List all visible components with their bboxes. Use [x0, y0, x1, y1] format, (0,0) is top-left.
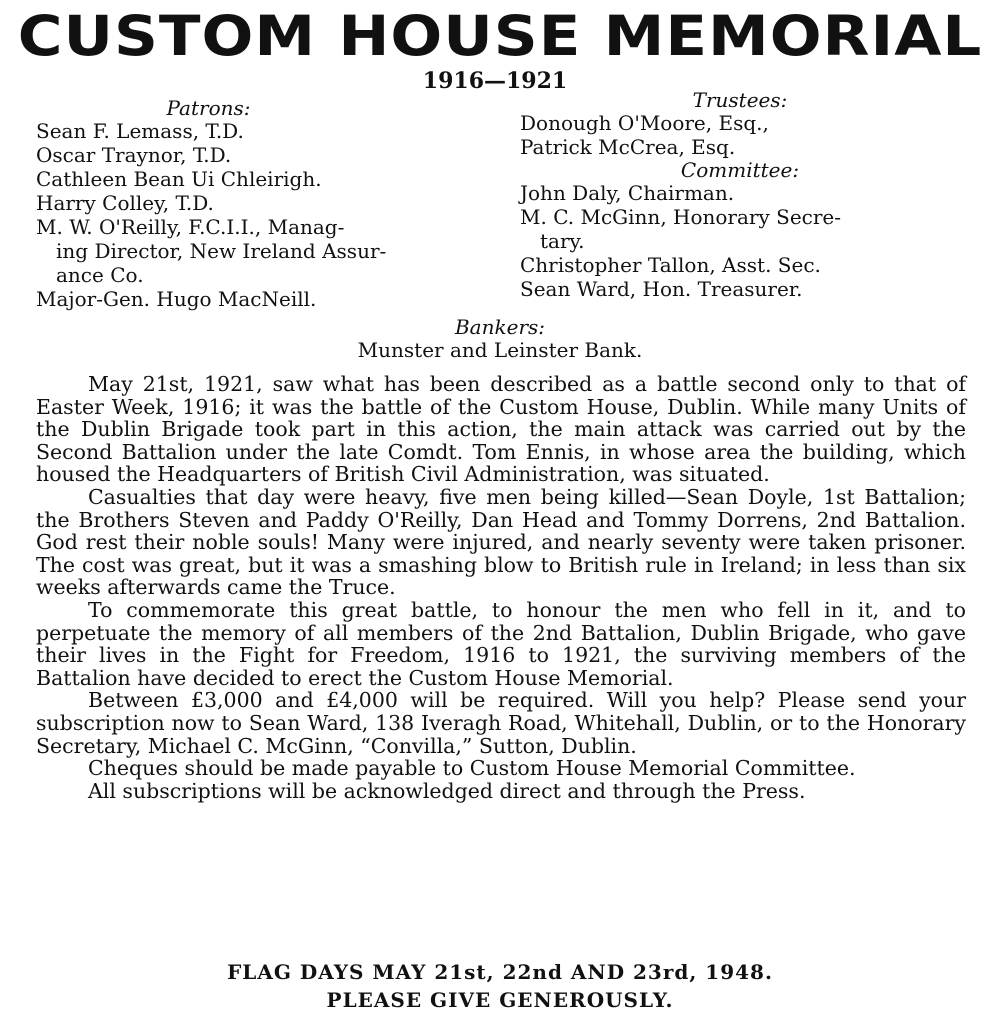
flag-days-line: FLAG DAYS MAY 21st, 22nd AND 23rd, 1948. — [227, 960, 773, 984]
bankers-section — [0, 316, 1000, 362]
trustees-committee-section — [520, 89, 970, 301]
patrons-heading: Patrons: — [166, 96, 251, 120]
body-paragraph: Between £3,000 and £4,000 will be required. Will you help? Please send your subscription now to Sean Ward, 138 Iveragh Road, Whitehall, Dublin, or to the Honorary Secretary, Michael C. McGinn, “Convilla,” Sutton, Dublin. — [36, 688, 966, 758]
body-paragraph: To commemorate this great battle, to honour the men who fell in it, and to perpetuate the memory of all members of the 2nd Battalion, Dublin Brigade, who gave their lives in the Fight for Freedom, 1916 to 1921, the surviving members of the Battalion have decided to erect the Custom House Memorial. — [36, 597, 966, 690]
bankers-heading: Bankers: — [454, 315, 546, 339]
trustee-line: Patrick McCrea, Esq. — [520, 135, 736, 159]
trustees-list — [520, 111, 970, 159]
footer — [0, 958, 1000, 1014]
body-paragraph: May 21st, 1921, saw what has been described as a battle second only to that of Easter Week, 1916; it was the battle of the Custom House, Dublin. While many Units of the Dublin Brigade took part in this action, the main attack was carried out by the Second Battalion under the late Comdt. Tom Ennis, in whose area the building, which housed the Headquarters of British Civil Administration, was situated. — [36, 372, 966, 487]
body-text — [36, 373, 966, 802]
patron-line: M. W. O'Reilly, F.C.I.I., Manag- — [36, 215, 345, 239]
committee-line: Christopher Tallon, Asst. Sec. — [520, 253, 821, 277]
body-paragraph: Casualties that day were heavy, five men being killed—Sean Doyle, 1st Battalion; the Brothers Steven and Paddy O'Reilly, Dan Head and Tommy Dorrens, 2nd Battalion. God rest their noble souls! Many were injured, and nearly seventy were taken prisoner. The cost was great, but it was a smashing blow to British rule in Ireland; in less than six weeks afterwards came the Truce. — [36, 484, 966, 600]
trustee-line: Donough O'Moore, Esq., — [520, 111, 769, 135]
committee-line: John Daly, Chairman. — [520, 181, 735, 205]
patron-line: Sean F. Lemass, T.D. — [36, 119, 244, 143]
bankers-name: Munster and Leinster Bank. — [357, 338, 643, 362]
body-paragraph: Cheques should be made payable to Custom House Memorial Committee. — [88, 756, 856, 781]
patron-line: Cathleen Bean Ui Chleirigh. — [36, 167, 322, 191]
years-subtitle: 1916—1921 — [422, 68, 568, 94]
patron-line: Major-Gen. Hugo MacNeill. — [36, 287, 317, 311]
page-title: CUSTOM HOUSE MEMORIAL — [17, 4, 983, 69]
patron-line: Oscar Traynor, T.D. — [36, 143, 232, 167]
committee-line: tary. — [540, 229, 585, 253]
committee-list — [520, 181, 970, 301]
committee-line: Sean Ward, Hon. Treasurer. — [520, 277, 803, 301]
trustees-heading: Trustees: — [692, 88, 788, 112]
committee-heading: Committee: — [680, 158, 800, 182]
patrons-section — [36, 97, 476, 311]
give-generously-line: PLEASE GIVE GENEROUSLY. — [326, 988, 674, 1012]
patron-line: ing Director, New Ireland Assur- — [56, 239, 387, 263]
patron-line: Harry Colley, T.D. — [36, 191, 214, 215]
patrons-list — [36, 119, 476, 311]
patron-line: ance Co. — [56, 263, 144, 287]
committee-line: M. C. McGinn, Honorary Secre- — [520, 205, 842, 229]
body-paragraph: All subscriptions will be acknowledged direct and through the Press. — [88, 778, 806, 803]
